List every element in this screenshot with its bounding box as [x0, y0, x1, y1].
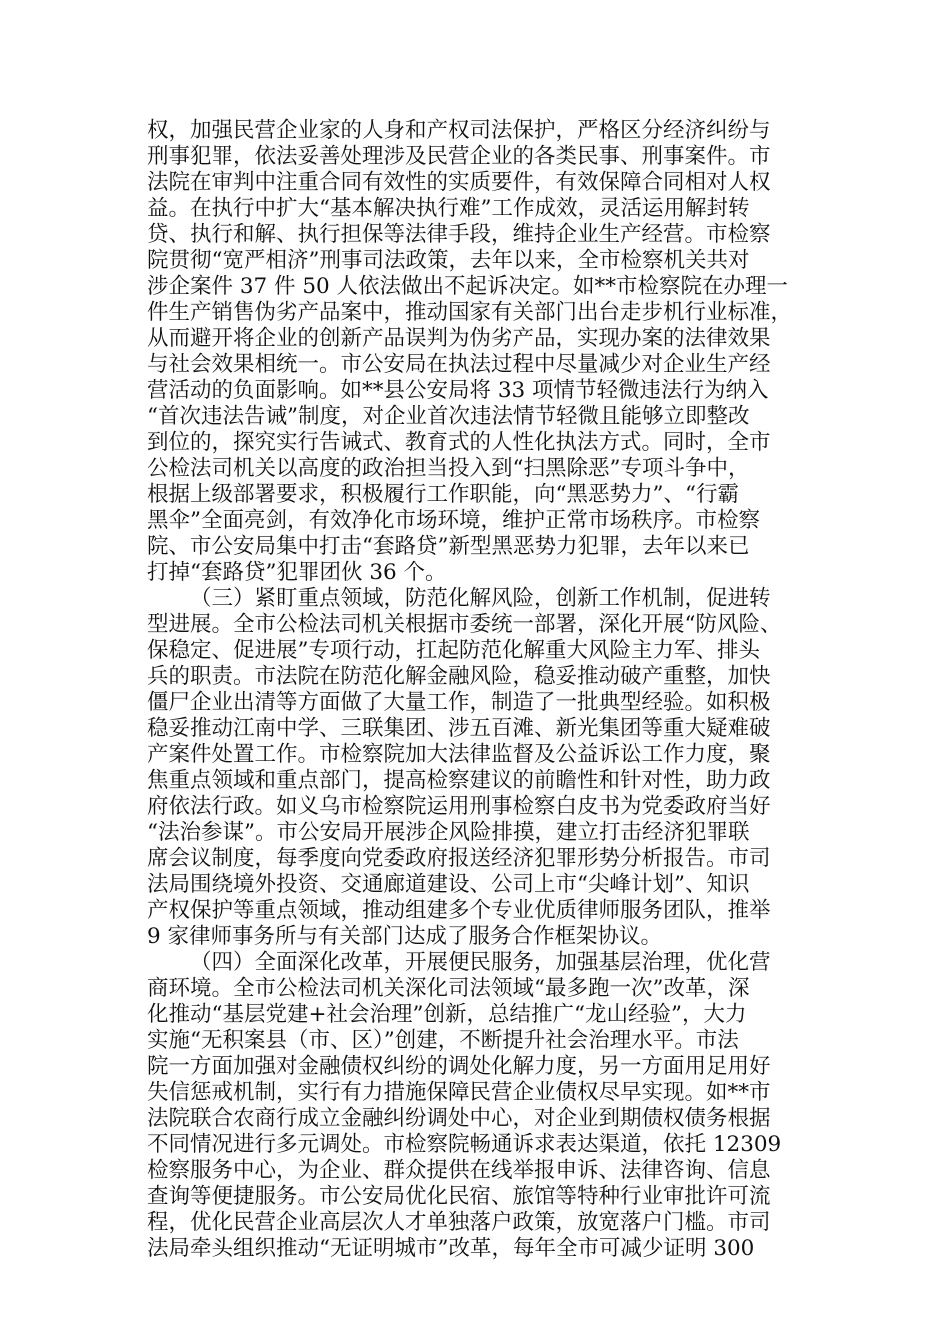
- text-line: 与社会效果相统一。市公安局在执法过程中尽量减少对企业生产经: [147, 352, 771, 377]
- body-text: [147, 118, 807, 1262]
- text-line: 程，优化民营企业高层次人才单独落户政策，放宽落户门槛。市司: [147, 1210, 771, 1235]
- text-line: 院、市公安局集中打击“套路贷”新型黑恶势力犯罪，去年以来已: [147, 534, 750, 559]
- text-line: 贷、执行和解、执行担保等法律手段，维持企业生产经营。市检察: [147, 222, 771, 247]
- text-line: 营活动的负面影响。如**县公安局将 33 项情节轻微违法行为纳入: [147, 378, 769, 403]
- text-line: 权，加强民营企业家的人身和产权司法保护，严格区分经济纠纷与: [147, 118, 771, 143]
- paragraph-first-line: （三）紧盯重点领域，防范化解风险，创新工作机制，促进转: [190, 586, 771, 611]
- text-line: 型进展。全市公检法司机关根据市委统一部署，深化开展“防风险、: [147, 612, 782, 637]
- text-line: 查询等便捷服务。市公安局优化民宿、旅馆等特种行业审批许可流: [147, 1184, 771, 1209]
- text-line: 涉企案件 37 件 50 人依法做出不起诉决定。如**市检察院在办理一: [147, 274, 789, 299]
- text-line: 不同情况进行多元调处。市检察院畅通诉求表达渠道，依托 12309: [147, 1132, 782, 1157]
- text-line: 席会议制度，每季度向党委政府报送经济犯罪形势分析报告。市司: [147, 846, 771, 871]
- text-line: 黑伞”全面亮剑，有效净化市场环境，维护正常市场秩序。市检察: [147, 508, 760, 533]
- text-line: 实施“无积案县（市、区）”创建，不断提升社会治理水平。市法: [147, 1028, 739, 1053]
- text-line: 公检法司机关以高度的政治担当投入到“扫黑除恶”专项斗争中，: [147, 456, 750, 481]
- text-line: 件生产销售伪劣产品案中，推动国家有关部门出台走步机行业标准，: [147, 300, 793, 325]
- paragraph-first-line: （四）全面深化改革，开展便民服务，加强基层治理，优化营: [190, 950, 771, 975]
- text-line: 稳妥推动江南中学、三联集团、涉五百滩、新光集团等重大疑难破: [147, 716, 771, 741]
- text-line: 9 家律师事务所与有关部门达成了服务合作框架协议。: [147, 924, 663, 949]
- text-line: 失信惩戒机制，实行有力措施保障民营企业债权尽早实现。如**市: [147, 1080, 771, 1105]
- text-line: “法治参谋”。市公安局开展涉企风险排摸，建立打击经济犯罪联: [147, 820, 750, 845]
- text-line: 检察服务中心，为企业、群众提供在线举报申诉、法律咨询、信息: [147, 1158, 771, 1183]
- text-line: 焦重点领域和重点部门，提高检察建议的前瞻性和针对性，助力政: [147, 768, 771, 793]
- text-line: 法局围绕境外投资、交通廊道建设、公司上市“尖峰计划”、知识: [147, 872, 750, 897]
- text-line: 化推动“基层党建+社会治理”创新，总结推广“龙山经验”，大力: [147, 1002, 747, 1027]
- text-line: 商环境。全市公检法司机关深化司法领域“最多跑一次”改革，深: [147, 976, 750, 1001]
- text-line: 保稳定、促进展”专项行动，扛起防范化解重大风险主力军、排头: [147, 638, 760, 663]
- text-line: 产权保护等重点领域，推动组建多个专业优质律师服务团队，推举: [147, 898, 771, 923]
- text-line: 院贯彻“宽严相济”刑事司法政策，去年以来，全市检察机关共对: [147, 248, 750, 273]
- text-line: 益。在执行中扩大“基本解决执行难”工作成效，灵活运用解封转: [147, 196, 750, 221]
- text-line: 法局牵头组织推动“无证明城市”改革，每年全市可减少证明 300: [147, 1236, 755, 1261]
- text-line: 僵尸企业出清等方面做了大量工作，制造了一批典型经验。如积极: [147, 690, 771, 715]
- text-line: 打掉“套路贷”犯罪团伙 36 个。: [147, 560, 447, 585]
- text-line: 产案件处置工作。市检察院加大法律监督及公益诉讼工作力度，聚: [147, 742, 771, 767]
- text-line: 根据上级部署要求，积极履行工作职能，向“黑恶势力”、“行霸: [147, 482, 739, 507]
- text-line: 从而避开将企业的创新产品误判为伪劣产品，实现办案的法律效果: [147, 326, 771, 351]
- text-line: 到位的，探究实行告诫式、教育式的人性化执法方式。同时，全市: [147, 430, 771, 455]
- text-line: 府依法行政。如义乌市检察院运用刑事检察白皮书为党委政府当好: [147, 794, 771, 819]
- text-line: 刑事犯罪，依法妥善处理涉及民营企业的各类民事、刑事案件。市: [147, 144, 771, 169]
- text-line: 法院在审判中注重合同有效性的实质要件，有效保障合同相对人权: [147, 170, 771, 195]
- text-line: 院一方面加强对金融债权纠纷的调处化解力度，另一方面用足用好: [147, 1054, 771, 1079]
- text-line: “首次违法告诫”制度，对企业首次违法情节轻微且能够立即整改: [147, 404, 750, 429]
- text-line: 法院联合农商行成立金融纠纷调处中心，对企业到期债权债务根据: [147, 1106, 771, 1131]
- text-line: 兵的职责。市法院在防范化解金融风险，稳妥推动破产重整，加快: [147, 664, 771, 689]
